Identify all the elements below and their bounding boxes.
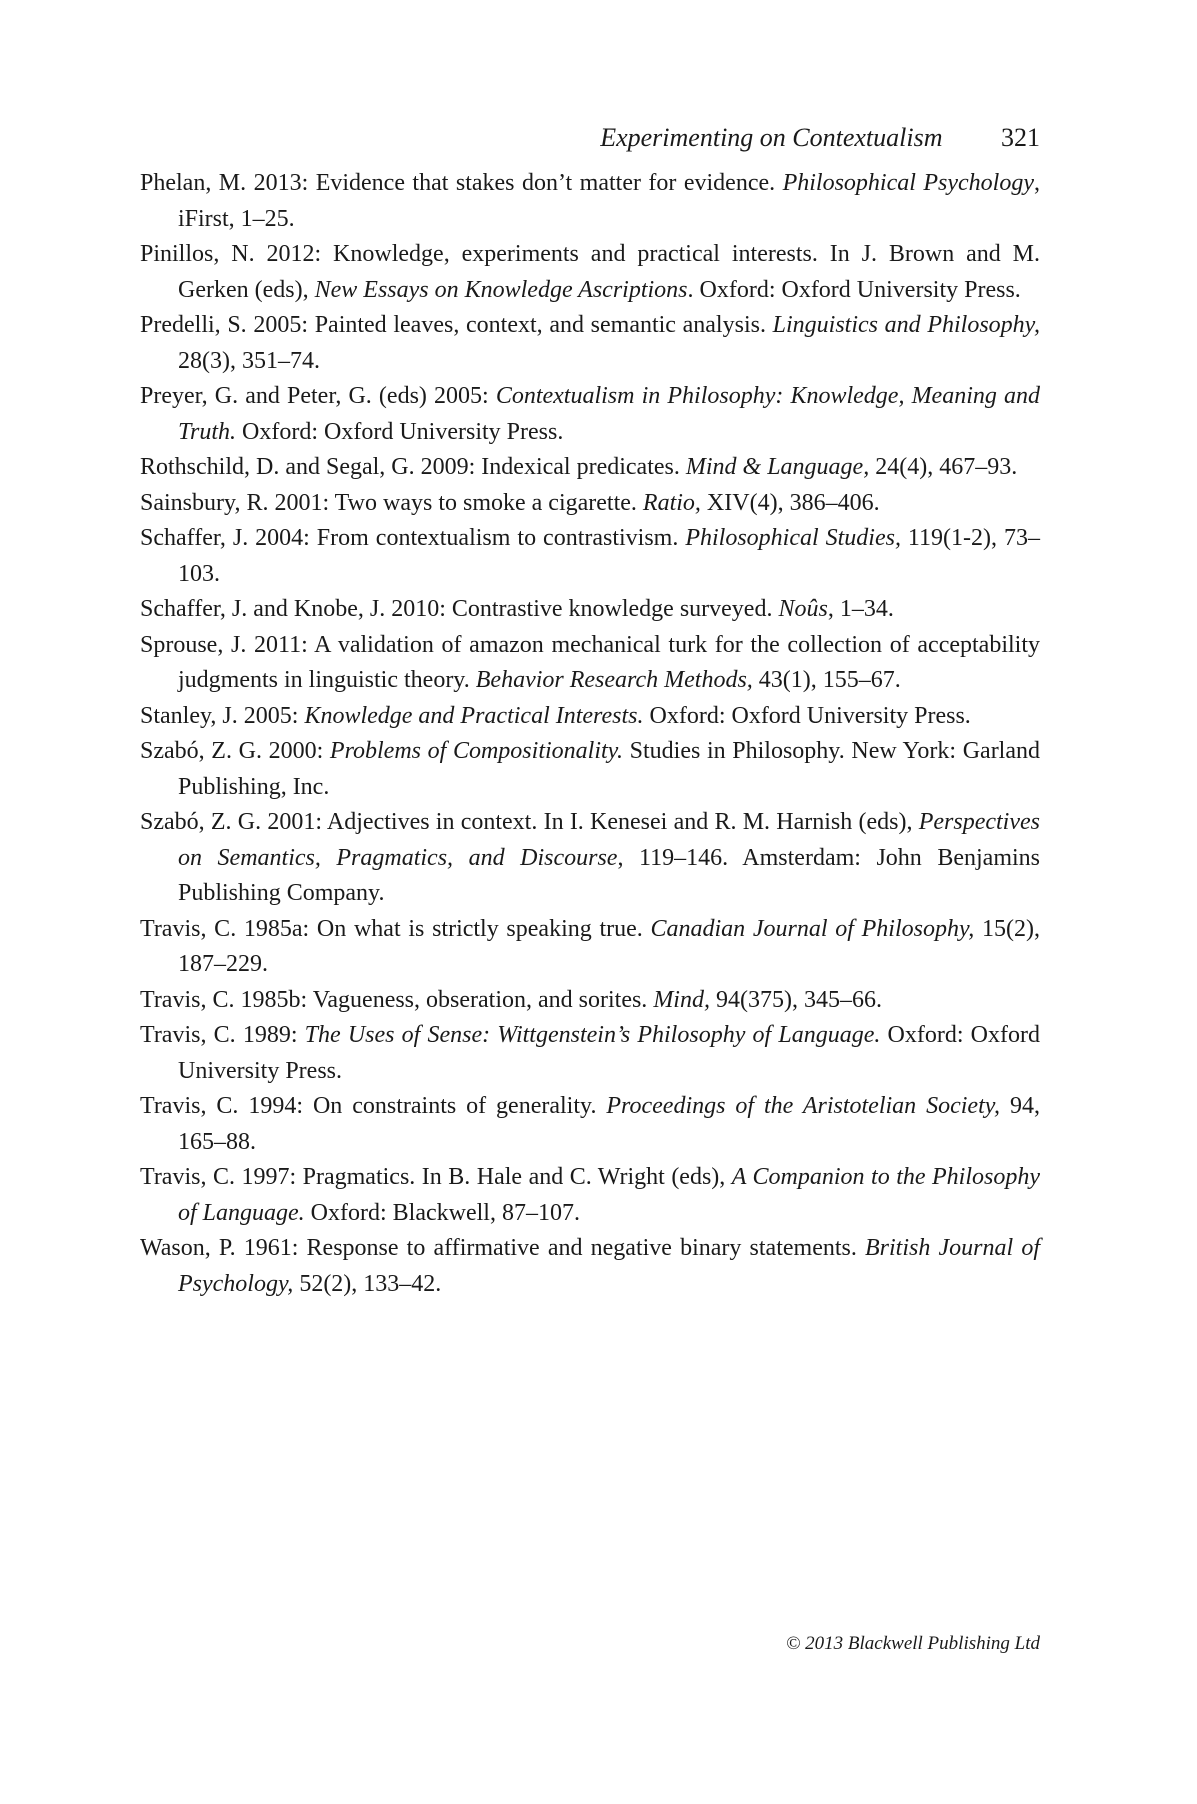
reference-item	[140, 592, 1040, 628]
reference-italic-title: Canadian Journal of Philosophy,	[650, 915, 975, 942]
reference-details: 24(4), 467–93.	[869, 454, 1018, 480]
reference-item	[140, 699, 1040, 735]
reference-item	[140, 1160, 1040, 1231]
reference-italic-title: New Essays on Knowledge Ascriptions	[314, 276, 688, 303]
reference-text: Travis, C. 1989:	[140, 1022, 305, 1048]
reference-text: Travis, C. 1997: Pragmatics. In B. Hale and C. Wright (eds),	[140, 1164, 732, 1190]
reference-text: Pinillos, N. 2012: Knowledge, experiments and practical interests. In J. Brown and M. Gerken (eds),	[140, 241, 1040, 303]
reference-details: . Oxford: Oxford University Press.	[687, 276, 1021, 303]
reference-text: Preyer, G. and Peter, G. (eds) 2005:	[140, 383, 496, 409]
reference-text: Travis, C. 1985b: Vagueness, obseration, and sorites.	[140, 986, 654, 1013]
reference-text: Schaffer, J. and Knobe, J. 2010: Contrastive knowledge surveyed.	[140, 596, 779, 622]
reference-item	[140, 983, 1040, 1019]
reference-text: Wason, P. 1961: Response to affirmative and negative binary statements.	[140, 1235, 866, 1261]
reference-item	[140, 521, 1040, 592]
reference-details: , iFirst, 1–25.	[178, 170, 1040, 232]
copyright-footer: © 2013 Blackwell Publishing Ltd	[785, 1633, 1040, 1654]
reference-italic-title: Ratio,	[642, 489, 701, 516]
reference-item	[140, 912, 1040, 983]
reference-text: Predelli, S. 2005: Painted leaves, context, and semantic analysis.	[140, 312, 773, 338]
reference-details: Studies in Philosophy. New York: Garland Publishing, Inc.	[178, 738, 1041, 800]
reference-text: Szabó, Z. G. 2001: Adjectives in context. In I. Kenesei and R. M. Harnish (eds),	[140, 809, 919, 835]
reference-details: Oxford: Oxford University Press.	[643, 702, 971, 729]
reference-item	[140, 1231, 1040, 1302]
reference-item	[140, 450, 1040, 486]
reference-text: Schaffer, J. 2004: From contextualism to contrastivism.	[140, 525, 686, 551]
reference-details: Oxford: Oxford University Press.	[178, 1022, 1040, 1084]
reference-details: XIV(4), 386–406.	[700, 489, 880, 516]
reference-item	[140, 1018, 1040, 1089]
reference-text: Phelan, M. 2013: Evidence that stakes don’t matter for evidence.	[140, 170, 783, 196]
reference-details: Oxford: Oxford University Press.	[236, 418, 564, 445]
running-head-title: Experimenting on Contextualism	[600, 123, 943, 152]
reference-details: 52(2), 133–42.	[293, 1270, 442, 1297]
reference-details: , 1–34.	[827, 596, 894, 622]
reference-item	[140, 308, 1040, 379]
reference-details: , 119–146. Amsterdam: John Benjamins Publishing Company.	[178, 844, 1040, 906]
reference-italic-title: British Journal of Psychology,	[178, 1235, 1040, 1297]
reference-italic-title: Philosophical Studies,	[685, 525, 901, 551]
reference-text: Travis, C. 1994: On constraints of generality.	[140, 1093, 607, 1119]
reference-details: 94, 165–88.	[178, 1093, 1040, 1155]
page-number: 321	[1001, 123, 1040, 152]
reference-details: 28(3), 351–74.	[178, 347, 320, 374]
reference-italic-title: Contextualism in Philosophy: Knowledge, Meaning and Truth.	[178, 383, 1040, 445]
reference-text: Sainsbury, R. 2001: Two ways to smoke a cigarette.	[140, 489, 643, 516]
reference-details: 15(2), 187–229.	[178, 915, 1041, 977]
reference-item	[140, 734, 1040, 805]
reference-text: Travis, C. 1985a: On what is strictly speaking true.	[140, 915, 651, 942]
reference-text: Sprouse, J. 2011: A validation of amazon mechanical turk for the collection of acceptability judgments in linguistic theory.	[140, 631, 1040, 693]
reference-text: Stanley, J. 2005:	[140, 702, 305, 729]
reference-italic-title: Philosophical Psychology	[782, 170, 1034, 196]
reference-details: 43(1), 155–67.	[752, 667, 901, 693]
reference-italic-title: Knowledge and Practical Interests.	[304, 702, 644, 729]
reference-italic-title: Linguistics and Philosophy,	[772, 312, 1041, 338]
reference-italic-title: Proceedings of the Aristotelian Society,	[606, 1093, 1001, 1119]
reference-item	[140, 486, 1040, 522]
reference-item	[140, 805, 1040, 912]
reference-text: Rothschild, D. and Segal, G. 2009: Indexical predicates.	[140, 454, 686, 480]
reference-italic-title: The Uses of Sense: Wittgenstein’s Philosophy of Language.	[304, 1022, 881, 1048]
reference-italic-title: Mind & Language,	[685, 454, 870, 480]
reference-item	[140, 1089, 1040, 1160]
reference-italic-title: Noûs	[778, 596, 828, 622]
reference-list	[140, 166, 1040, 1302]
reference-details: 94(375), 345–66.	[709, 986, 882, 1013]
reference-details: Oxford: Blackwell, 87–107.	[304, 1199, 580, 1226]
running-head	[140, 118, 1040, 158]
reference-item	[140, 379, 1040, 450]
reference-item	[140, 166, 1040, 237]
reference-italic-title: A Companion to the Philosophy of Language.	[178, 1164, 1040, 1226]
reference-text: Szabó, Z. G. 2000:	[140, 738, 330, 764]
reference-italic-title: Mind,	[653, 986, 710, 1013]
reference-italic-title: Perspectives on Semantics, Pragmatics, and Discourse	[178, 809, 1040, 871]
reference-details: 119(1-2), 73–103.	[178, 525, 1040, 587]
reference-item	[140, 628, 1040, 699]
reference-italic-title: Behavior Research Methods,	[475, 667, 753, 693]
reference-item	[140, 237, 1040, 308]
reference-italic-title: Problems of Compositionality.	[329, 738, 623, 764]
